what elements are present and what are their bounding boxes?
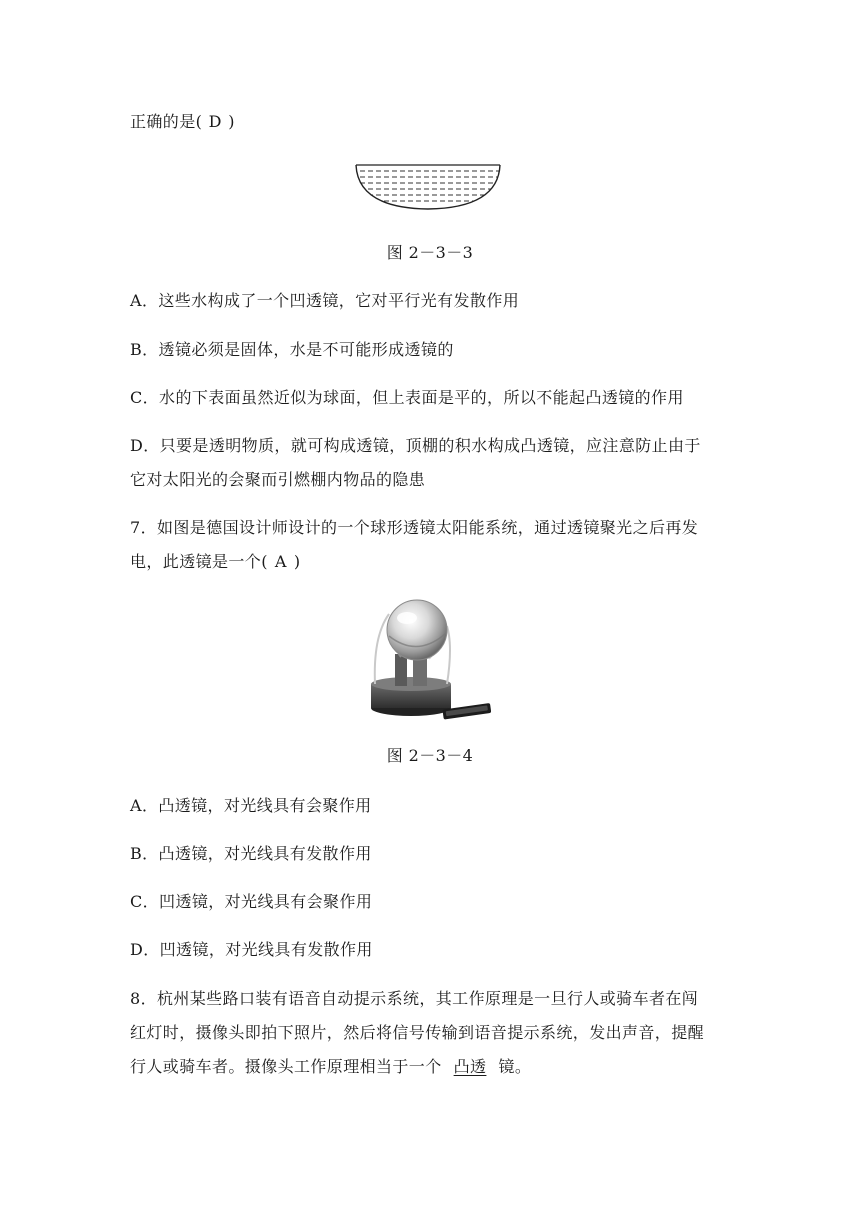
q7-answer: A — [274, 552, 287, 571]
q7-option-a: A．凸透镜，对光线具有会聚作用 — [130, 796, 372, 815]
q7-stem-prefix: 电，此透镜是一个( — [130, 552, 268, 571]
q6-option-d-continued: 它对太阳光的会聚而引燃棚内物品的隐患 — [130, 470, 426, 489]
q6-option-c: C．水的下表面虽然近似为球面，但上表面是平的，所以不能起凸透镜的作用 — [130, 388, 684, 407]
figure-caption-2-3-4: 图 2－3－4 — [386, 746, 474, 765]
q8-answer-blank: 凸透 — [453, 1057, 487, 1076]
q8-stem-line1: 8．杭州某些路口装有语音自动提示系统，其工作原理是一旦行人或骑车者在闯 — [130, 989, 699, 1008]
figure-spherical-lens-photo — [369, 596, 491, 722]
q8-stem-line3 — [130, 1057, 531, 1077]
q6-stem-tail — [130, 112, 235, 132]
q8-stem-prefix: 行人或骑车者。摄像头工作原理相当于一个 — [130, 1057, 442, 1076]
q7-option-b: B．凸透镜，对光线具有发散作用 — [130, 844, 372, 863]
q6-stem-suffix: ) — [228, 112, 235, 131]
q6-option-a: A．这些水构成了一个凹透镜，它对平行光有发散作用 — [130, 291, 520, 310]
q7-stem-line2 — [130, 552, 301, 572]
figure-caption-2-3-3: 图 2－3－3 — [386, 243, 474, 262]
q6-answer: D — [208, 112, 222, 131]
q6-option-b: B．透镜必须是固体，水是不可能形成透镜的 — [130, 340, 454, 359]
q8-stem-suffix: 镜。 — [498, 1057, 532, 1076]
q7-stem-suffix: ) — [293, 552, 301, 571]
q7-option-c: C．凹透镜，对光线具有会聚作用 — [130, 892, 373, 911]
q7-option-d: D．凹透镜，对光线具有发散作用 — [130, 940, 373, 959]
q6-stem-prefix: 正确的是( — [130, 112, 203, 131]
q8-stem-line2: 红灯时，摄像头即拍下照片，然后将信号传输到语音提示系统，发出声音，提醒 — [130, 1023, 705, 1042]
q7-stem-line1: 7．如图是德国设计师设计的一个球形透镜太阳能系统，通过透镜聚光之后再发 — [130, 518, 699, 537]
figure-water-bowl — [352, 160, 504, 212]
q6-option-d: D．只要是透明物质，就可构成透镜，顶棚的积水构成凸透镜，应注意防止由于 — [130, 436, 701, 455]
